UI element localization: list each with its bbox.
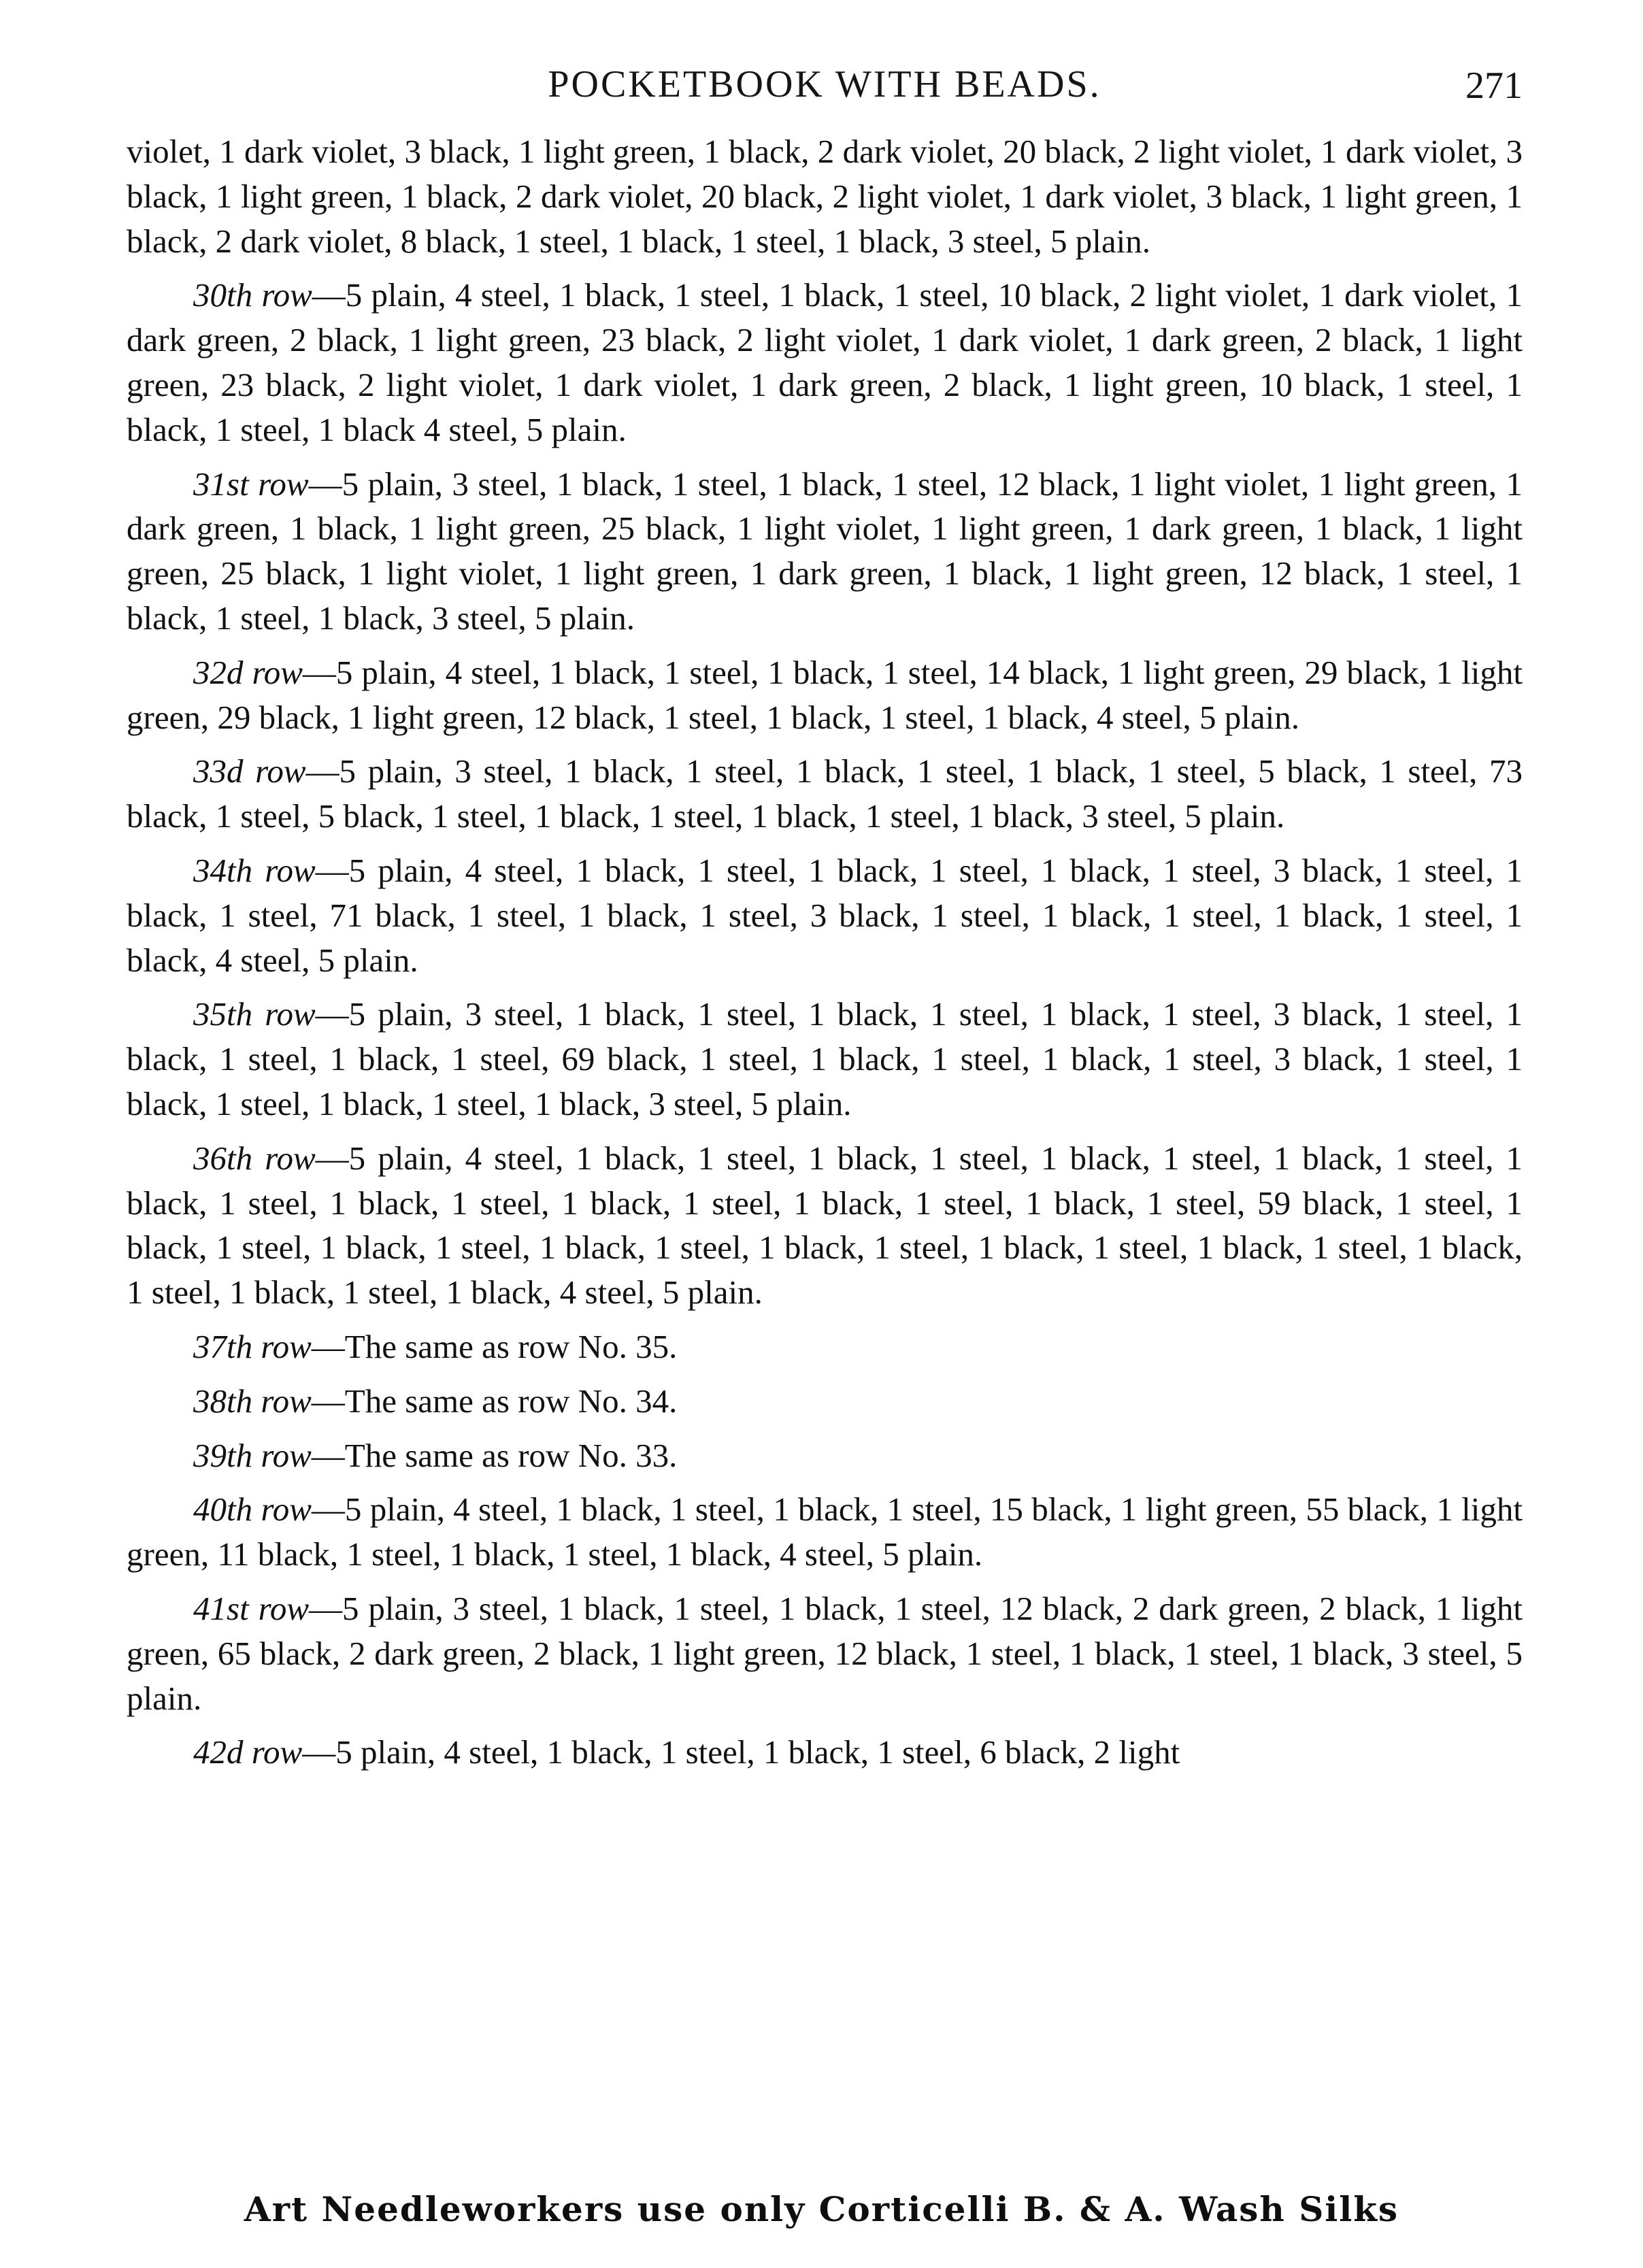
row-label: 34th row bbox=[193, 851, 316, 889]
row-text: 5 plain, 4 steel, 1 black, 1 steel, 1 black, 1 steel, 14 black, 1 light green, 29 black, 1 light green, 29 black, 1 light green, 12 black, 1 steel, 1 black, 1 steel, 1 black, 4 steel, 5 plain. bbox=[127, 653, 1523, 736]
row-instruction bbox=[127, 992, 1523, 1126]
row-separator: — bbox=[302, 1733, 336, 1771]
row-text: 5 plain, 4 steel, 1 black, 1 steel, 1 black, 1 steel, 1 black, 1 steel, 3 black, 1 steel, 1 black, 1 steel, 71 black, 1 steel, 1 black, 1 steel, 3 black, 1 steel, 1 black, 1 steel, 1 black, 1 steel, 1 black, 4 steel, 5 plain. bbox=[127, 851, 1523, 979]
row-text: 5 plain, 4 steel, 1 black, 1 steel, 1 black, 1 steel, 10 black, 2 light violet, 1 dark violet, 1 dark green, 2 black, 1 light green, 23 black, 2 light violet, 1 dark violet, 1 dark green, 2 black, 1 light green, 23 black, 2 light violet, 1 dark violet, 1 dark green, 2 black, 1 light green, 10 black, 1 steel, 1 black, 1 steel, 1 black 4 steel, 5 plain. bbox=[127, 276, 1523, 448]
row-text: 5 plain, 4 steel, 1 black, 1 steel, 1 black, 1 steel, 15 black, 1 light green, 55 black, 1 light green, 11 black, 1 steel, 1 black, 1 steel, 1 black, 4 steel, 5 plain. bbox=[127, 1490, 1523, 1573]
page-number: 271 bbox=[1465, 65, 1523, 107]
row-text: The same as row No. 33. bbox=[344, 1436, 678, 1474]
running-head bbox=[127, 63, 1523, 117]
row-label: 40th row bbox=[193, 1490, 312, 1529]
instructions-body bbox=[127, 129, 1523, 1784]
row-label: 31st row bbox=[193, 465, 309, 503]
row-text: 5 plain, 3 steel, 1 black, 1 steel, 1 black, 1 steel, 12 black, 1 light violet, 1 light green, 1 dark green, 1 black, 1 light green, 25 black, 1 light violet, 1 light green, 1 dark green, 1 black, 1 light green, 25 black, 1 light violet, 1 light green, 1 dark green, 1 black, 1 light green, 12 black, 1 steel, 1 black, 1 steel, 1 black, 3 steel, 5 plain. bbox=[127, 465, 1523, 637]
row-label: 42d row bbox=[193, 1733, 303, 1771]
row-instruction bbox=[127, 1586, 1523, 1720]
row-text: 5 plain, 3 steel, 1 black, 1 steel, 1 black, 1 steel, 1 black, 1 steel, 3 black, 1 steel, 1 black, 1 steel, 1 black, 1 steel, 69 black, 1 steel, 1 black, 1 steel, 1 black, 1 steel, 3 black, 1 steel, 1 black, 1 steel, 1 black, 1 steel, 1 black, 3 steel, 5 plain. bbox=[127, 995, 1523, 1122]
row-label: 35th row bbox=[193, 995, 316, 1033]
row-instruction bbox=[127, 650, 1523, 740]
row-text: The same as row No. 35. bbox=[344, 1327, 678, 1365]
row-separator: — bbox=[315, 1139, 349, 1177]
row-instruction bbox=[127, 1730, 1523, 1775]
row-instruction bbox=[127, 1433, 1523, 1478]
row-instruction bbox=[127, 1487, 1523, 1577]
row-instruction bbox=[127, 848, 1523, 982]
row-separator: — bbox=[315, 851, 349, 889]
row-separator: — bbox=[302, 653, 336, 691]
row-label: 32d row bbox=[193, 653, 303, 691]
row-separator: — bbox=[311, 1490, 345, 1529]
row-text: 5 plain, 4 steel, 1 black, 1 steel, 1 black, 1 steel, 1 black, 1 steel, 1 black, 1 steel, 1 black, 1 steel, 1 black, 1 steel, 1 black, 1 steel, 1 black, 1 steel, 1 black, 1 steel, 59 black, 1 steel, 1 black, 1 steel, 1 black, 1 steel, 1 black, 1 steel, 1 black, 1 steel, 1 black, 1 steel, 1 black, 1 steel, 1 black, 1 steel, 1 black, 1 steel, 1 black, 4 steel, 5 plain. bbox=[127, 1139, 1523, 1312]
row-separator: — bbox=[311, 1327, 345, 1365]
row-text: 5 plain, 3 steel, 1 black, 1 steel, 1 black, 1 steel, 1 black, 1 steel, 5 black, 1 steel, 73 black, 1 steel, 5 black, 1 steel, 1 black, 1 steel, 1 black, 1 steel, 1 black, 3 steel, 5 plain. bbox=[127, 752, 1523, 835]
row-instruction bbox=[127, 1379, 1523, 1424]
rows-list bbox=[127, 273, 1523, 1775]
row-separator: — bbox=[309, 1589, 343, 1627]
row-separator: — bbox=[312, 276, 346, 314]
row-label: 37th row bbox=[193, 1327, 312, 1365]
row-label: 38th row bbox=[193, 1382, 312, 1420]
continuation-paragraph: violet, 1 dark violet, 3 black, 1 light green, 1 black, 2 dark violet, 20 black, 2 light violet, 1 dark violet, 3 black, 1 light green, 1 black, 2 dark violet, 20 black, 2 light violet, 1 dark violet, 3 black, 1 light green, 1 black, 2 dark violet, 8 black, 1 steel, 1 black, 1 steel, 1 black, 3 steel, 5 plain. bbox=[127, 133, 1523, 260]
advertisement-footer: Art Needleworkers use only Corticelli B. & A. Wash Silks bbox=[244, 2189, 1399, 2229]
row-text: 5 plain, 3 steel, 1 black, 1 steel, 1 black, 1 steel, 12 black, 2 dark green, 2 black, 1 light green, 65 black, 2 dark green, 2 black, 1 light green, 12 black, 1 steel, 1 black, 1 steel, 1 black, 3 steel, 5 plain. bbox=[127, 1589, 1523, 1717]
row-instruction bbox=[127, 1136, 1523, 1315]
row-separator: — bbox=[305, 752, 339, 790]
row-label: 39th row bbox=[193, 1436, 312, 1474]
row-instruction bbox=[127, 273, 1523, 452]
row-separator: — bbox=[315, 995, 349, 1033]
row-label: 30th row bbox=[193, 276, 312, 314]
row-separator: — bbox=[308, 465, 342, 503]
row-label: 36th row bbox=[193, 1139, 316, 1177]
row-label: 33d row bbox=[193, 752, 306, 790]
row-instruction bbox=[127, 462, 1523, 641]
row-text: 5 plain, 4 steel, 1 black, 1 steel, 1 black, 1 steel, 6 black, 2 light bbox=[335, 1733, 1180, 1771]
row-label: 41st row bbox=[193, 1589, 310, 1627]
row-instruction bbox=[127, 1324, 1523, 1369]
row-text: The same as row No. 34. bbox=[344, 1382, 678, 1420]
page-title: POCKETBOOK WITH BEADS. bbox=[548, 63, 1101, 105]
row-separator: — bbox=[311, 1436, 345, 1474]
row-instruction bbox=[127, 749, 1523, 839]
row-separator: — bbox=[311, 1382, 345, 1420]
